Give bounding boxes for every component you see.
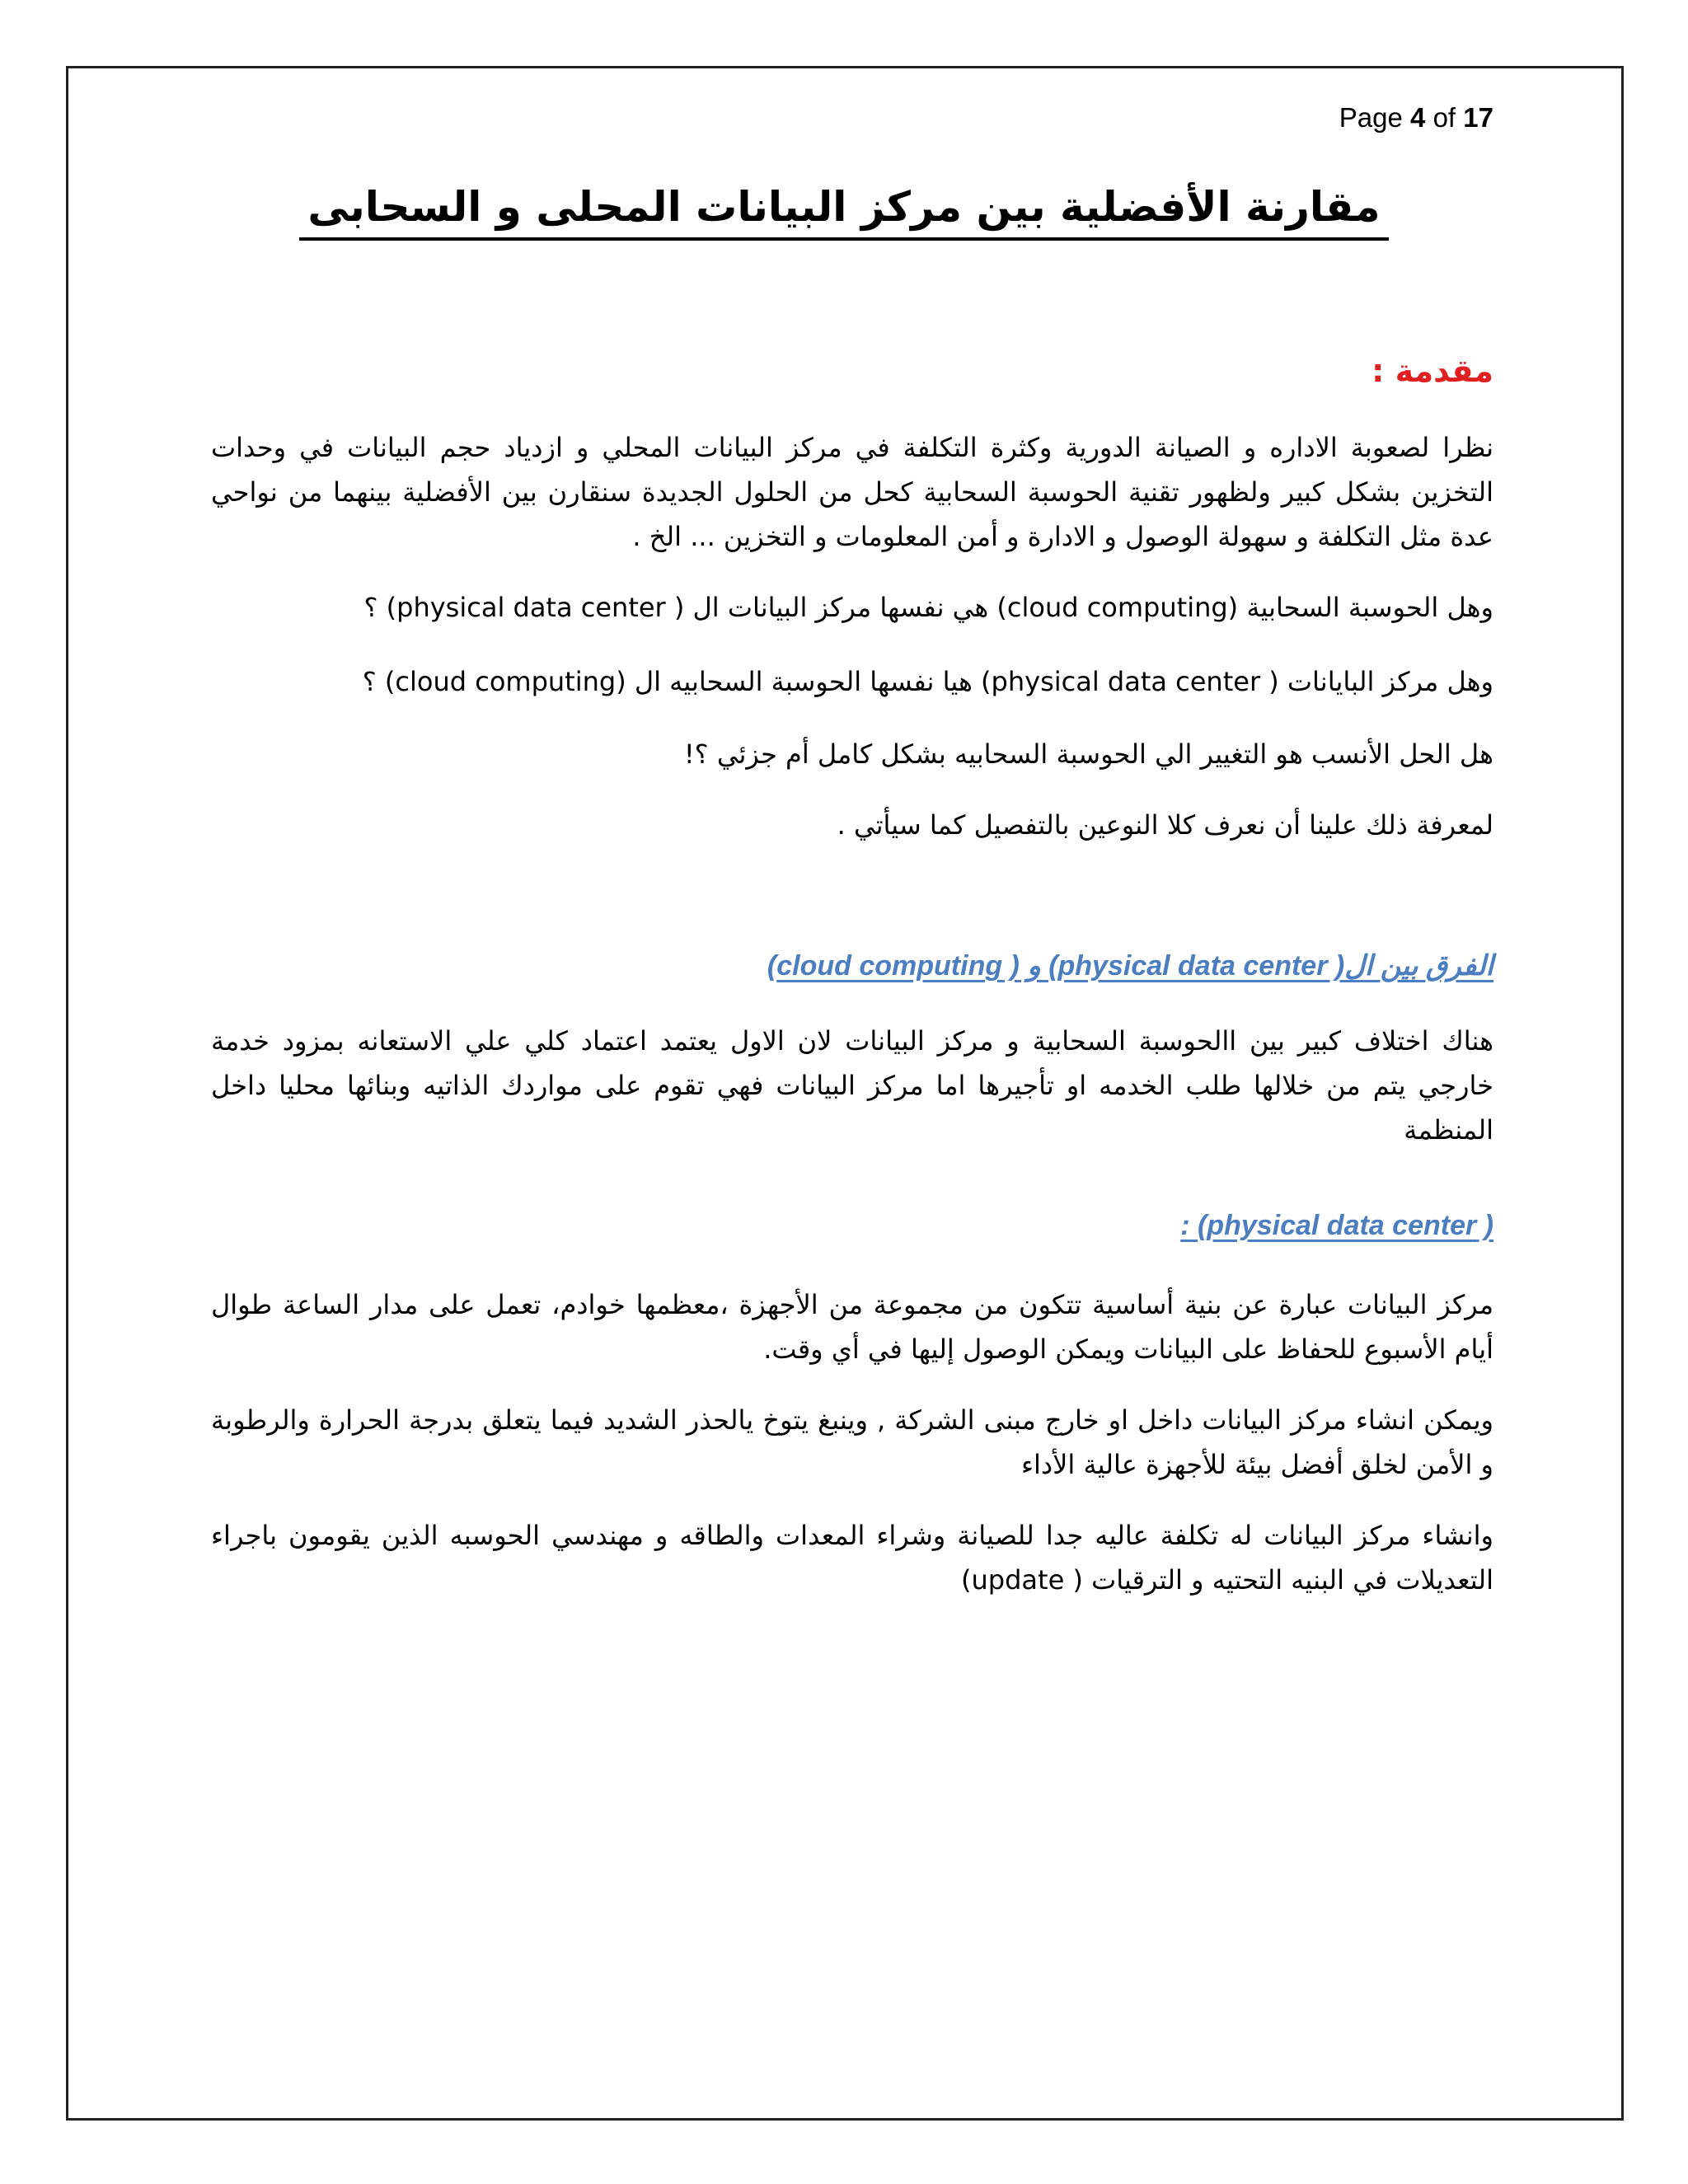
- page-number-current: 4: [1410, 102, 1426, 133]
- physical-paragraph-2: ويمكن انشاء مركز البيانات داخل او خارج مبنى الشركة , وينبغ يتوخ يالحذر الشديد فيما يتعلق بدرجة الحرارة والرطوبة و الأمن لخلق أفضل بيئة للأجهزة عالية الأداء: [211, 1404, 1493, 1480]
- intro-paragraph: نظرا لصعوبة الاداره و الصيانة الدورية وكثرة التكلفة في مركز البيانات المحلي و ازدياد حجم البيانات في وحدات التخزين بشكل كبير ولظهور تقنية الحوسبة السحابية كحل من الحلول الجديدة سنقارن بين الأفضلية بينهما من نواحي عدة مثل التكلفة و سهولة الوصول و الادارة و أمن المعلومات و التخزين ... الخ .: [211, 432, 1493, 552]
- page-number-total: 17: [1463, 102, 1493, 133]
- document-title: [0, 183, 1688, 231]
- intro-question-2: وهل مركز البايانات ( physical data center) هيا نفسها الحوسبة السحابيه ال (cloud computing) ؟: [362, 666, 1493, 697]
- physical-paragraph-3: وانشاء مركز البيانات له تكلفة عاليه جدا للصيانة وشراء المعدات والطاقه و مهندسي الحوسبه الذين يقومون باجراء التعديلات في البنيه التحتيه و الترقيات ( update): [211, 1520, 1493, 1596]
- page-number-of: of: [1432, 102, 1456, 133]
- physical-heading: ( physical data center) :: [1180, 1210, 1493, 1241]
- intro-closing: لمعرفة ذلك علينا أن نعرف كلا النوعين بالتفصيل كما سيأتي .: [837, 809, 1493, 841]
- difference-heading: الفرق بين ال( physical data center) و ( cloud computing): [767, 950, 1493, 982]
- intro-question-3: هل الحل الأنسب هو التغيير الي الحوسبة السحابيه بشكل كامل أم جزئي ؟!: [683, 738, 1493, 770]
- document-title-text: مقارنة الأفضلية بين مركز البيانات المحلى و السحابى: [299, 183, 1388, 241]
- page-number-prefix: Page: [1339, 102, 1403, 133]
- intro-heading: مقدمة :: [1372, 353, 1493, 389]
- difference-paragraph: هناك اختلاف كبير بين االحوسبة السحابية و مركز البيانات لان الاول يعتمد اعتماد كلي علي الاستعانه بمزود خدمة خارجي يتم من خلالها طلب الخدمه او تأجيرها اما مركز البيانات فهي تقوم على مواردك الذاتيه وبنائها محليا داخل المنظمة: [211, 1025, 1493, 1146]
- physical-paragraph-1: مركز البيانات عبارة عن بنية أساسية تتكون من مجموعة من الأجهزة ،معظمها خوادم، تعمل على مدار الساعة طوال أيام الأسبوع للحفاظ على البيانات ويمكن الوصول إليها في أي وقت.: [211, 1289, 1493, 1365]
- intro-question-1: وهل الحوسبة السحابية (cloud computing) هي نفسها مركز البيانات ال ( physical data center) ؟: [363, 592, 1493, 623]
- page-number: [1339, 102, 1493, 134]
